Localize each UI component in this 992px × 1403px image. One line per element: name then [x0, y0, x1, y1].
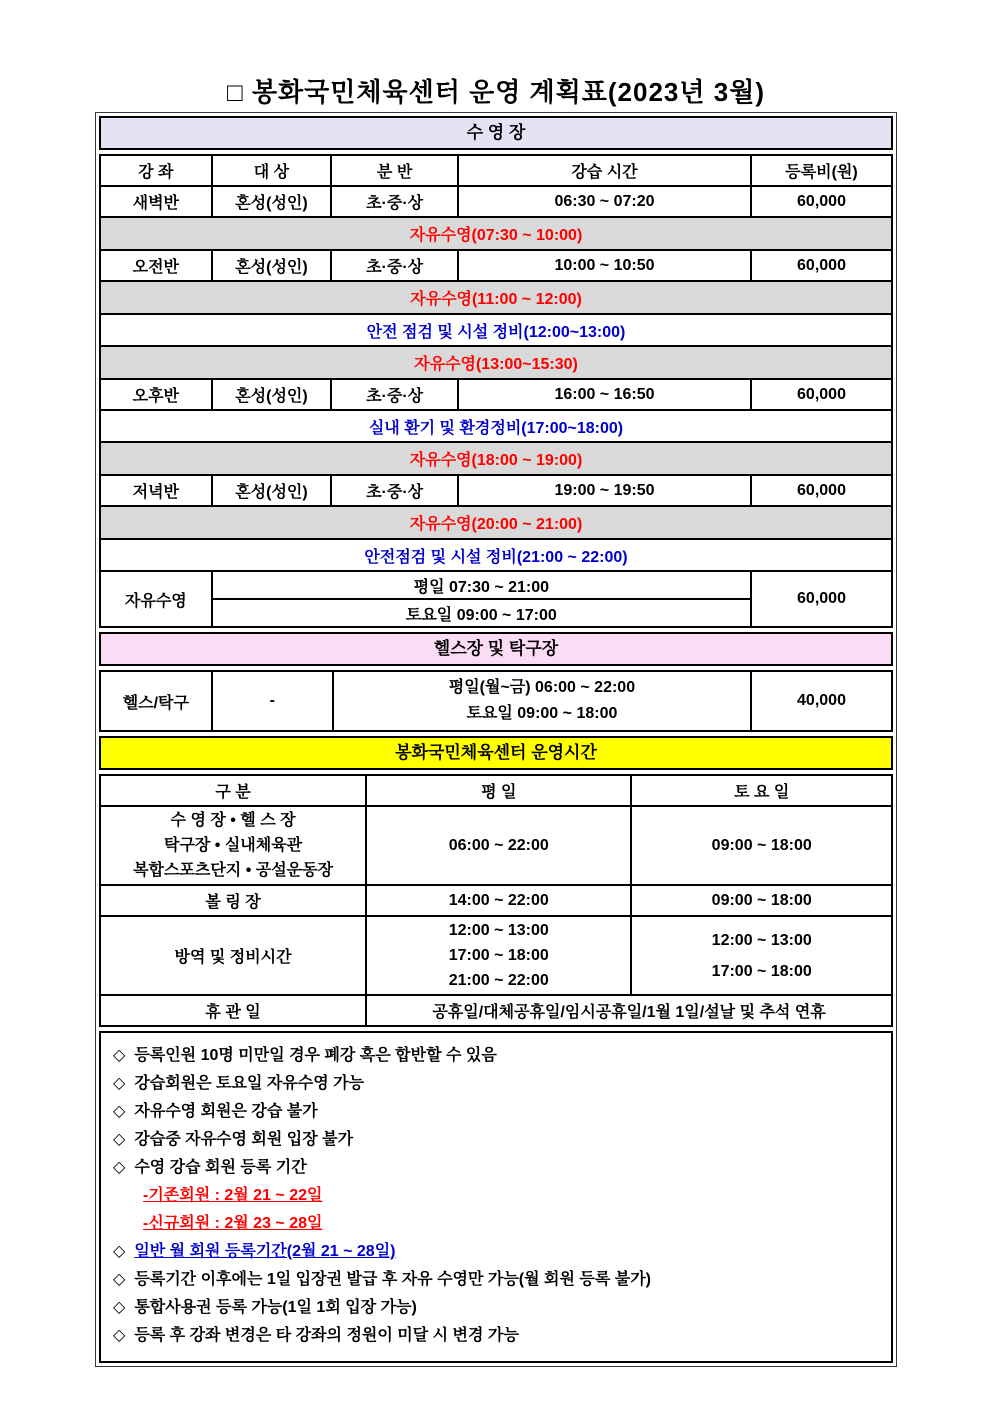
- maintenance-band: 실내 환기 및 환경정비(17:00~18:00): [100, 410, 892, 442]
- gym-target-cell: -: [212, 671, 333, 731]
- free-swim-saturday-cell: 토요일 09:00 ~ 17:00: [212, 599, 751, 627]
- fee-cell: 60,000: [751, 186, 892, 217]
- gym-label-cell: 헬스/탁구: [100, 671, 212, 731]
- free-swim-band: 자유수영(11:00 ~ 12:00): [100, 281, 892, 314]
- column-header-category: 구 분: [100, 775, 366, 806]
- time-cell: 19:00 ~ 19:50: [458, 475, 751, 506]
- time-cell: 10:00 ~ 10:50: [458, 250, 751, 281]
- column-header-target: 대 상: [212, 155, 332, 186]
- note-text: 일반 월 회원 등록기간(2월 21 ~ 28일): [134, 1243, 396, 1260]
- course-cell: 저녁반: [100, 475, 212, 506]
- section-header-swimming-pool: 수 영 장: [99, 116, 893, 150]
- free-swim-band-row: [100, 346, 892, 379]
- gym-row: [100, 671, 892, 731]
- note-item-existing-members: [143, 1182, 879, 1210]
- note-text: 수영 강습 회원 등록 기간: [134, 1159, 307, 1176]
- course-cell: 새벽반: [100, 186, 212, 217]
- maintenance-band: 안전점검 및 시설 정비(21:00 ~ 22:00): [100, 539, 892, 571]
- free-swim-hours-row: [100, 571, 892, 599]
- disinfection-weekday-line1: 12:00 ~ 13:00: [448, 922, 549, 939]
- note-item: [113, 1098, 879, 1126]
- column-header-time: 강습 시간: [458, 155, 751, 186]
- fee-cell: 60,000: [751, 475, 892, 506]
- diamond-bullet-icon: ◇: [113, 1103, 126, 1120]
- hours-header-row: [100, 775, 892, 806]
- note-text: -신규회원 : 2월 23 ~ 28일: [143, 1215, 323, 1232]
- column-header-fee: 등록비(원): [751, 155, 892, 186]
- facilities-saturday-cell: 09:00 ~ 18:00: [631, 806, 892, 885]
- note-text: 강습회원은 토요일 자유수영 가능: [134, 1075, 365, 1092]
- page-title: □ 봉화국민체육센터 운영 계획표(2023년 3월): [227, 77, 765, 107]
- section-header-gym-pingpong: 헬스장 및 탁구장: [99, 632, 893, 666]
- target-cell: 혼성(성인): [212, 475, 332, 506]
- note-item: [113, 1266, 879, 1294]
- disinfection-saturday-line2: 17:00 ~ 18:00: [711, 962, 812, 980]
- target-cell: 혼성(성인): [212, 379, 332, 410]
- section-header-operating-hours: 봉화국민체육센터 운영시간: [99, 736, 893, 770]
- note-text: -기존회원 : 2월 21 ~ 22일: [143, 1187, 323, 1204]
- maintenance-band-row: [100, 410, 892, 442]
- swim-class-row-morning: [100, 250, 892, 281]
- disinfection-weekday-line3: 21:00 ~ 22:00: [448, 972, 549, 989]
- note-item: [113, 1294, 879, 1322]
- note-item: [113, 1042, 879, 1070]
- free-swim-band: 자유수영(18:00 ~ 19:00): [100, 442, 892, 475]
- free-swim-band: 자유수영(07:30 ~ 10:00): [100, 217, 892, 250]
- diamond-bullet-icon: ◇: [113, 1299, 126, 1316]
- column-header-weekday: 평 일: [366, 775, 631, 806]
- free-swim-band-row: [100, 506, 892, 539]
- diamond-bullet-icon: ◇: [113, 1075, 126, 1092]
- diamond-bullet-icon: ◇: [113, 1243, 126, 1260]
- diamond-bullet-icon: ◇: [113, 1327, 126, 1344]
- hours-row-facilities: [100, 806, 892, 885]
- note-item: [113, 1126, 879, 1154]
- gym-schedule-table: [99, 670, 893, 732]
- note-item-new-members: [143, 1210, 879, 1238]
- free-swim-band: 자유수영(13:00~15:30): [100, 346, 892, 379]
- column-header-course: 강 좌: [100, 155, 212, 186]
- facilities-label-cell: [100, 806, 366, 885]
- column-header-level: 분 반: [331, 155, 458, 186]
- level-cell: 초·중·상: [331, 186, 458, 217]
- notes-box: [99, 1031, 893, 1363]
- closed-days-value-cell: 공휴일/대체공휴일/임시공휴일/1월 1일/설날 및 추석 연휴: [366, 995, 892, 1026]
- disinfection-saturday-cell: [631, 916, 892, 995]
- disinfection-label-cell: 방역 및 정비시간: [100, 916, 366, 995]
- disinfection-weekday-line2: 17:00 ~ 18:00: [448, 947, 549, 964]
- target-cell: 혼성(성인): [212, 186, 332, 217]
- fee-cell: 60,000: [751, 250, 892, 281]
- swim-class-row-evening: [100, 475, 892, 506]
- swim-header-row: [100, 155, 892, 186]
- disinfection-weekday-cell: [366, 916, 631, 995]
- maintenance-band-row: [100, 539, 892, 571]
- gym-fee-cell: 40,000: [751, 671, 892, 731]
- note-item-registration-period: [113, 1238, 879, 1266]
- time-cell: 16:00 ~ 16:50: [458, 379, 751, 410]
- note-item: [113, 1070, 879, 1098]
- hours-row-closed-days: [100, 995, 892, 1026]
- level-cell: 초·중·상: [331, 475, 458, 506]
- free-swim-fee-cell: 60,000: [751, 571, 892, 627]
- gym-time-cell: [333, 671, 751, 731]
- course-cell: 오후반: [100, 379, 212, 410]
- free-swim-band-row: [100, 217, 892, 250]
- facilities-weekday-cell: 06:00 ~ 22:00: [366, 806, 631, 885]
- free-swim-band-row: [100, 442, 892, 475]
- operating-hours-table: [99, 774, 893, 1027]
- bowling-saturday-cell: 09:00 ~ 18:00: [631, 885, 892, 916]
- maintenance-band-row: [100, 314, 892, 346]
- note-item: [113, 1322, 879, 1350]
- swim-class-row-dawn: [100, 186, 892, 217]
- note-text: 등록 후 강좌 변경은 타 강좌의 정원이 미달 시 변경 가능: [134, 1327, 519, 1344]
- note-text: 자유수영 회원은 강습 불가: [134, 1103, 318, 1120]
- swim-class-row-afternoon: [100, 379, 892, 410]
- diamond-bullet-icon: ◇: [113, 1047, 126, 1064]
- gym-weekday-hours: 평일(월~금) 06:00 ~ 22:00: [448, 679, 636, 696]
- note-text: 등록기간 이후에는 1일 입장권 발급 후 자유 수영만 가능(월 회원 등록 불가): [134, 1271, 651, 1288]
- fee-cell: 60,000: [751, 379, 892, 410]
- hours-row-bowling: [100, 885, 892, 916]
- note-text: 통합사용권 등록 가능(1일 1회 입장 가능): [134, 1299, 417, 1316]
- diamond-bullet-icon: ◇: [113, 1271, 126, 1288]
- swimming-schedule-table: [99, 154, 893, 628]
- diamond-bullet-icon: ◇: [113, 1131, 126, 1148]
- free-swim-band-row: [100, 281, 892, 314]
- gym-saturday-hours: 토요일 09:00 ~ 18:00: [466, 705, 618, 722]
- closed-days-label-cell: 휴 관 일: [100, 995, 366, 1026]
- facilities-line2: 탁구장 • 실내체육관: [163, 837, 303, 854]
- level-cell: 초·중·상: [331, 379, 458, 410]
- disinfection-saturday-line1: 12:00 ~ 13:00: [711, 931, 812, 949]
- bowling-label-cell: 볼 링 장: [100, 885, 366, 916]
- maintenance-band: 안전 점검 및 시설 정비(12:00~13:00): [100, 314, 892, 346]
- facilities-line1: 수 영 장 • 헬 스 장: [170, 812, 296, 829]
- free-swim-band: 자유수영(20:00 ~ 21:00): [100, 506, 892, 539]
- note-text: 강습중 자유수영 회원 입장 불가: [134, 1131, 354, 1148]
- hours-row-disinfection: [100, 916, 892, 995]
- note-item: [113, 1154, 879, 1182]
- facilities-line3: 복합스포츠단지 • 공설운동장: [133, 862, 334, 879]
- level-cell: 초·중·상: [331, 250, 458, 281]
- course-cell: 오전반: [100, 250, 212, 281]
- time-cell: 06:30 ~ 07:20: [458, 186, 751, 217]
- note-text: 등록인원 10명 미만일 경우 폐강 혹은 합반할 수 있음: [134, 1047, 497, 1064]
- main-content-frame: [95, 112, 897, 1367]
- diamond-bullet-icon: ◇: [113, 1159, 126, 1176]
- target-cell: 혼성(성인): [212, 250, 332, 281]
- free-swim-weekday-cell: 평일 07:30 ~ 21:00: [212, 571, 751, 599]
- column-header-saturday: 토 요 일: [631, 775, 892, 806]
- free-swim-label-cell: 자유수영: [100, 571, 212, 627]
- bowling-weekday-cell: 14:00 ~ 22:00: [366, 885, 631, 916]
